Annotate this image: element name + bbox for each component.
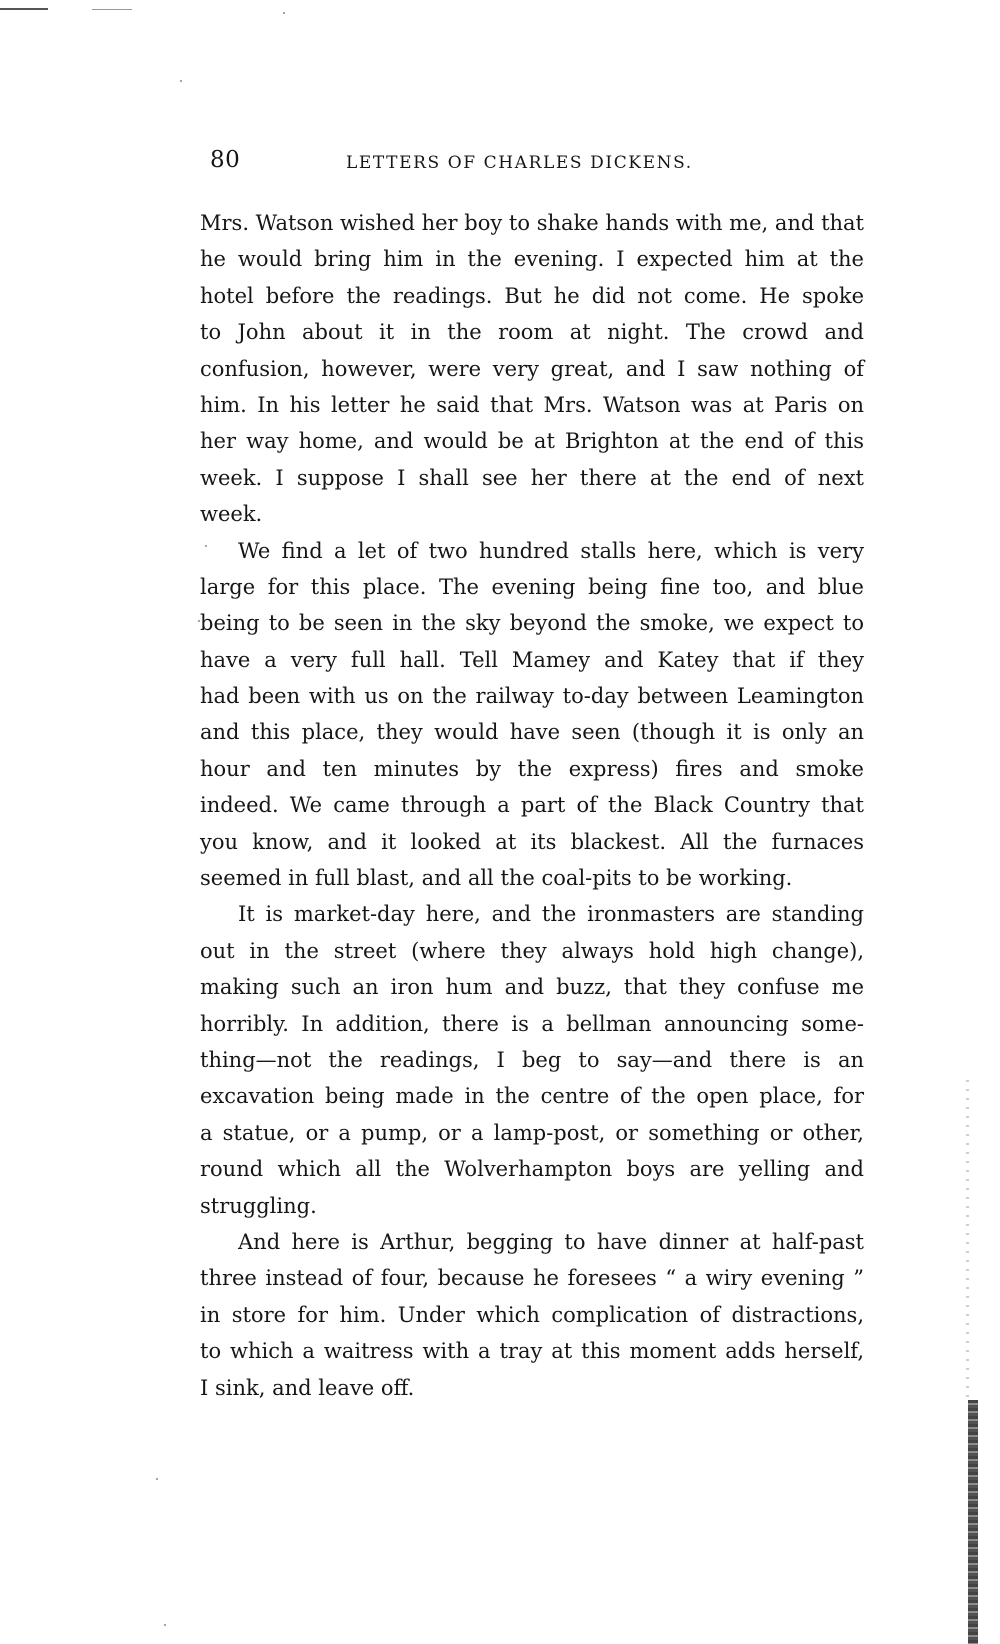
- text-line: Mrs. Watson wished her boy to shake hands with me, and that: [200, 211, 864, 235]
- paragraph: [200, 896, 864, 1224]
- scan-edge-shadow: [968, 1400, 978, 1644]
- text-line: out in the street (where they always hold high change),: [200, 938, 864, 963]
- text-line: being to be seen in the sky beyond the smoke, we expect to: [200, 611, 864, 636]
- scan-artifact: [0, 8, 48, 10]
- text-line: in store for him. Under which complication of distractions,: [200, 1302, 864, 1327]
- text-line: And here is Arthur, begging to have dinner at half-past: [238, 1229, 864, 1254]
- scan-speck: [164, 1624, 166, 1626]
- text-line: three instead of four, because he foresees “ a wiry evening ”: [200, 1266, 864, 1291]
- text-line: to John about it in the room at night. The crowd and: [200, 320, 864, 345]
- text-line: horribly. In addition, there is a bellman announcing some-: [200, 1011, 864, 1036]
- paragraph: [200, 1224, 864, 1406]
- body-text: [200, 205, 864, 1406]
- text-line: I sink, and leave off.: [200, 1375, 415, 1400]
- text-line: have a very full hall. Tell Mamey and Katey that if they: [200, 647, 864, 672]
- text-line: indeed. We came through a part of the Black Country that: [200, 793, 864, 818]
- text-line: to which a waitress with a tray at this moment adds herself,: [200, 1339, 864, 1364]
- text-line: round which all the Wolverhampton boys are yelling and: [200, 1157, 864, 1182]
- running-head: [210, 147, 860, 187]
- text-line: thing—not the readings, I beg to say—and there is an: [200, 1047, 864, 1072]
- scan-speck: [156, 1478, 158, 1480]
- text-line: hotel before the readings. But he did not come. He spoke: [200, 283, 864, 308]
- text-line: her way home, and would be at Brighton at the end of this: [200, 429, 864, 454]
- text-line: It is market-day here, and the ironmasters are standing: [238, 902, 864, 927]
- text-line: making such an iron hum and buzz, that they confuse me: [200, 975, 864, 1000]
- scan-speck: [283, 12, 285, 14]
- text-line: a statue, or a pump, or a lamp-post, or something or other,: [200, 1120, 864, 1145]
- text-line: large for this place. The evening being fine too, and blue: [200, 574, 864, 599]
- text-line: week.: [200, 502, 263, 527]
- text-line: and this place, they would have seen (though it is only an: [200, 720, 864, 745]
- text-line: had been with us on the railway to-day between Leamington: [200, 684, 864, 709]
- text-line: him. In his letter he said that Mrs. Watson was at Paris on: [200, 392, 864, 417]
- text-line: struggling.: [200, 1193, 317, 1218]
- scan-speck: [180, 80, 182, 82]
- text-line: you know, and it looked at its blackest. All the furnaces: [200, 829, 864, 854]
- text-line: confusion, however, were very great, and I saw nothing of: [200, 356, 864, 381]
- text-line: week. I suppose I shall see her there at the end of next: [200, 465, 864, 490]
- text-line: seemed in full blast, and all the coal-pits to be working.: [200, 866, 793, 891]
- text-line: hour and ten minutes by the express) fires and smoke: [200, 756, 864, 781]
- paragraph: [200, 533, 864, 897]
- page-number: 80: [210, 147, 241, 173]
- running-head-title: LETTERS OF CHARLES DICKENS.: [346, 153, 693, 173]
- text-line: We find a let of two hundred stalls here, which is very: [238, 538, 864, 563]
- paragraph: [200, 205, 864, 533]
- scan-edge-speckle: [966, 1080, 969, 1400]
- text-line: excavation being made in the centre of the open place, for: [200, 1084, 864, 1109]
- text-line: he would bring him in the evening. I expected him at the: [200, 247, 864, 272]
- scan-artifact: [92, 9, 132, 10]
